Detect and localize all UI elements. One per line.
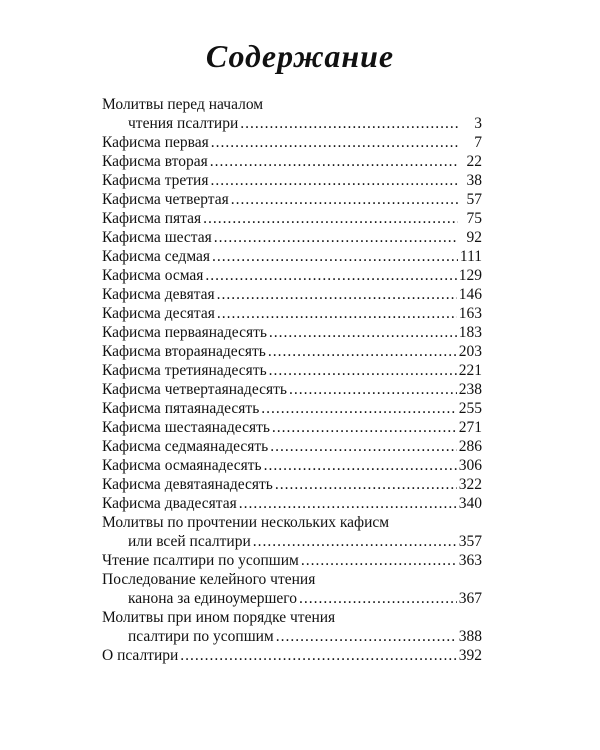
- toc-entry-page: 22: [466, 153, 482, 170]
- toc-entry: [102, 551, 482, 570]
- toc-entry-page: 392: [458, 647, 482, 664]
- dot-leader: [268, 342, 457, 361]
- toc-entry-other-order: [102, 608, 482, 646]
- toc-entry-label: Кафисма двадесятая: [102, 495, 237, 512]
- toc-entry: [102, 228, 482, 247]
- toc-entry-page: 183: [458, 324, 482, 341]
- toc-entry-label: псалтири по усопшим: [128, 628, 274, 645]
- dot-leader: [203, 209, 458, 228]
- toc-entry-label: Кафисма седмая: [102, 248, 211, 265]
- toc-entry: [102, 209, 482, 228]
- toc-entry-page: 221: [458, 362, 482, 379]
- toc-entry-label: Кафисма третия: [102, 172, 209, 189]
- dot-leader: [240, 114, 458, 133]
- dot-leader: [253, 532, 457, 551]
- toc-entry-label: или всей псалтири: [128, 533, 251, 550]
- toc-entry-page: 3: [474, 115, 482, 132]
- toc-entry-label: Кафисма втораянадесять: [102, 343, 266, 360]
- toc-entry-page: 129: [458, 267, 482, 284]
- dot-leader: [205, 266, 456, 285]
- dot-leader: [270, 437, 457, 456]
- toc-entry-label: Кафисма третиянадесять: [102, 362, 267, 379]
- toc-entry-page: 7: [474, 134, 482, 151]
- toc-entry: [102, 152, 482, 171]
- toc-entry: [102, 266, 482, 285]
- page-title: Содержание: [205, 38, 395, 74]
- dot-leader: [180, 646, 456, 665]
- toc-entry-page: 238: [458, 381, 482, 398]
- dot-leader: [210, 152, 458, 171]
- toc-entry-label: канона за единоумершего: [128, 590, 297, 607]
- toc-entry-heading: Молитвы при ином порядке чтения: [102, 609, 336, 626]
- toc-entry-label: Кафисма первая: [102, 134, 209, 151]
- toc-entry-label: Кафисма девятаянадесять: [102, 476, 273, 493]
- dot-leader: [231, 190, 458, 209]
- toc-entry: [102, 171, 482, 190]
- toc-entry-label: Кафисма седмаянадесять: [102, 438, 269, 455]
- toc-entry-heading: Молитвы перед началом: [102, 96, 264, 113]
- toc-entry-page: 340: [458, 495, 482, 512]
- table-of-contents: [102, 95, 482, 665]
- toc-entry: [102, 399, 482, 418]
- toc-entry-label: Кафисма шестаянадесять: [102, 419, 270, 436]
- toc-entry: [102, 342, 482, 361]
- toc-entry-label: Кафисма осмая: [102, 267, 204, 284]
- toc-entry-page: 286: [458, 438, 482, 455]
- dot-leader: [217, 304, 457, 323]
- dot-leader: [212, 247, 458, 266]
- toc-entry: [102, 247, 482, 266]
- toc-entry-page: 357: [458, 533, 482, 550]
- dot-leader: [217, 285, 457, 304]
- toc-entry-page: 271: [458, 419, 482, 436]
- toc-entry: [102, 285, 482, 304]
- dot-leader: [275, 475, 457, 494]
- dot-leader: [261, 399, 456, 418]
- toc-entry-page: 203: [458, 343, 482, 360]
- toc-entry-page: 92: [466, 229, 482, 246]
- toc-entry: [102, 494, 482, 513]
- toc-entry-label: Кафисма шестая: [102, 229, 212, 246]
- toc-entry-label: Кафисма девятая: [102, 286, 215, 303]
- toc-entry-page: 75: [466, 210, 482, 227]
- toc-entry-page: 367: [458, 590, 482, 607]
- dot-leader: [210, 171, 458, 190]
- dot-leader: [264, 456, 457, 475]
- dot-leader: [211, 133, 458, 152]
- toc-entry-label: Кафисма осмаянадесять: [102, 457, 262, 474]
- toc-entry: [102, 646, 482, 665]
- dot-leader: [272, 418, 457, 437]
- toc-entry: [102, 133, 482, 152]
- toc-entry: [102, 437, 482, 456]
- toc-entry: [102, 418, 482, 437]
- dot-leader: [299, 589, 457, 608]
- toc-entry-label: Кафисма четвертая: [102, 191, 229, 208]
- toc-entry-label: Кафисма перваянадесять: [102, 324, 267, 341]
- toc-entry-label: О псалтири: [102, 647, 179, 664]
- toc-entry-page: 306: [458, 457, 482, 474]
- toc-entry: [102, 304, 482, 323]
- toc-entry-page: 363: [458, 552, 482, 569]
- toc-entry-page: 322: [458, 476, 482, 493]
- toc-entry-page: 111: [459, 248, 482, 265]
- toc-entry-label: чтения псалтири: [128, 115, 239, 132]
- toc-entry-page: 163: [458, 305, 482, 322]
- toc-entry-label: Кафисма пятая: [102, 210, 202, 227]
- toc-entry-page: 57: [466, 191, 482, 208]
- toc-entry: [102, 380, 482, 399]
- dot-leader: [289, 380, 457, 399]
- toc-entry: [102, 456, 482, 475]
- toc-entry: [102, 361, 482, 380]
- toc-entry-label: Кафисма четвертаянадесять: [102, 381, 287, 398]
- toc-entry-page: 388: [458, 628, 482, 645]
- toc-entry: [102, 323, 482, 342]
- toc-entry: [102, 475, 482, 494]
- dot-leader: [239, 494, 457, 513]
- toc-entry-label: Кафисма десятая: [102, 305, 215, 322]
- toc-entry-label: Чтение псалтири по усопшим: [102, 552, 299, 569]
- toc-entry-heading: Молитвы по прочтении нескольких кафисм: [102, 514, 390, 531]
- toc-entry-cell-reading: [102, 570, 482, 608]
- dot-leader: [214, 228, 458, 247]
- dot-leader: [301, 551, 457, 570]
- toc-entry-prayers-after: [102, 513, 482, 551]
- toc-entry: [102, 190, 482, 209]
- dot-leader: [269, 323, 457, 342]
- toc-entry-page: 146: [458, 286, 482, 303]
- dot-leader: [276, 627, 457, 646]
- dot-leader: [269, 361, 457, 380]
- toc-entry-page: 255: [458, 400, 482, 417]
- toc-entry-prayers-before: [102, 95, 482, 133]
- toc-entry-label: Кафисма вторая: [102, 153, 208, 170]
- toc-entry-page: 38: [466, 172, 482, 189]
- toc-entry-label: Кафисма пятаянадесять: [102, 400, 260, 417]
- toc-entry-heading: Последование келейного чтения: [102, 571, 316, 588]
